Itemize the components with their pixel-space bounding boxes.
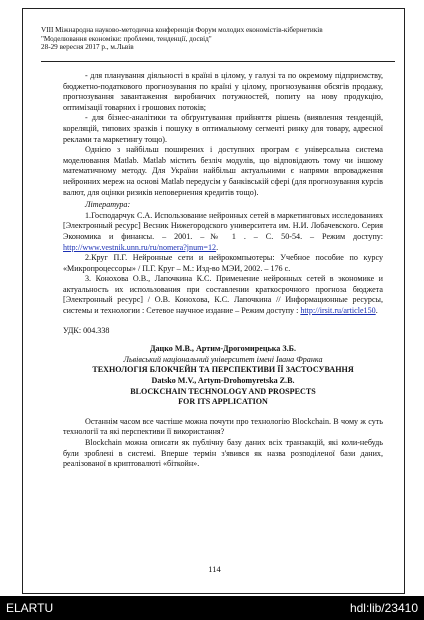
udk-code: УДК: 004.338 [63,325,110,335]
reference-3 [63,274,383,316]
literature-title: Література: [85,200,131,210]
reference-3-link[interactable]: http://irsit.ru/article150 [300,306,376,316]
reference-1 [63,211,383,253]
article-title-ua: ТЕХНОЛОГІЯ БЛОКЧЕЙН ТА ПЕРСПЕКТИВИ ЇЇ ЗАСТОСУВАННЯ [92,365,354,375]
footer-bar [0,596,424,620]
reference-2: 2.Круг П.Г. Нейронные сети и нейрокомпьютеры: Учебное пособие по курсу «Микропроцессоры» / П.Г. Круг – М.: Изд-во МЭИ, 2002. – 176 с. [63,253,383,273]
footer-handle: hdl:lib/23410 [349,601,418,615]
document-page [22,8,405,594]
article-title-en-line-1: BLOCKCHAIN TECHNOLOGY AND PROSPECTS [130,386,316,396]
article-paragraph-1: Останнім часом все частіше можна почути про технологію Blockchain. В чому ж суть технології та які перспективи її використання? [63,416,383,437]
literature-list [63,200,383,317]
article-paragraph-2: Blockchain можна описати як публічну базу даних всіх транзакцій, які коли-небудь були зроблені в системі. Вперше термін з'явився як назва розподіленої бази даних, реалізованої в криптовалюті «біткойн». [63,438,383,469]
reference-1-tail: . [216,242,219,252]
reference-3-tail: . [375,306,378,316]
article-title-en-line-2: FOR ITS APPLICATION [178,397,268,407]
reference-3-text: 3. Коноxова О.В., Лапочкина К.С. Применение нейронных сетей в экономике и актуальность их использования при составлении краткосрочного прогноза бюджета [Электронный ресурс] / О.В. Коноxова, К.С. Лапочкина // Информационные ресурсы, системы и технологии : Сетевое научное издание – Режим доступу : [63,274,383,316]
article-university: Львівський національний університет імені Івана Франка [123,354,323,364]
page-body [63,71,383,470]
header-date-place: 28-29 вересня 2017 р., м.Львів [41,43,134,52]
page-number: 114 [208,564,221,574]
paragraph-matlab: Однією з найбільш поширених і доступних програм є універсальна система моделювання Matlab. Matlab містить безліч модулів, що відповідають тому чи іншому математичному методу. Для України найбільш актуальними є напрями впровадження нейронних мереж на основі Matlab передусім у банківській сфері (для прогнозування курсів валют, для оцінки ризиків неповернення кредитів тощо). [63,145,383,197]
header-line-1: VIII Міжнародна науково-методична конференція Форум молодих економістів-кібернетиків [41,26,323,34]
article-authors-ua: Дацко М.В., Артим-Дрогомирецька З.Б. [149,344,297,354]
header-rule [41,61,395,62]
article-authors-en: Datsko M.V., Artym-Drohomyretska Z.B. [151,376,295,386]
footer-repository-name: ELARTU [6,601,54,615]
reference-1-link[interactable]: http://www.vestnik.unn.ru/ru/nomera?jnum=12 [63,242,217,252]
paragraph-planning: - для планування діяльності в країні в цілому, у галузі та по окремому підприємству, бюджетно-податкового прогнозування по країні у цілому, прогнозування обсягів продажу, прогнозування завантаження виробничих потужностей, попиту на нову продукцію, оптимізації товарних і грошових потоків; [63,71,383,112]
conference-header [41,26,395,52]
reference-1-text: 1.Господарчук С.А. Использование нейронных сетей в маркетинговых исследованиях [Электронный ресурс] Весник Нижегородского университета им. Н.И. Лобачевского. Серия Экономика и финансы. – 2001. –№ 1 . – С. 50-54. – Режим доступу: [63,210,383,241]
paragraph-business-analytics: - для бізнес-аналітики та обґрунтування прийняття рішень (виявлення тенденцій, кореляцій, типових зразків і пошуку в оптимальному сегменті ринку для товару, адресної реклами та маркетингу тощо). [63,113,383,144]
header-line-2: "Моделювання економіки: проблеми, тенденції, досвід" [41,34,212,43]
